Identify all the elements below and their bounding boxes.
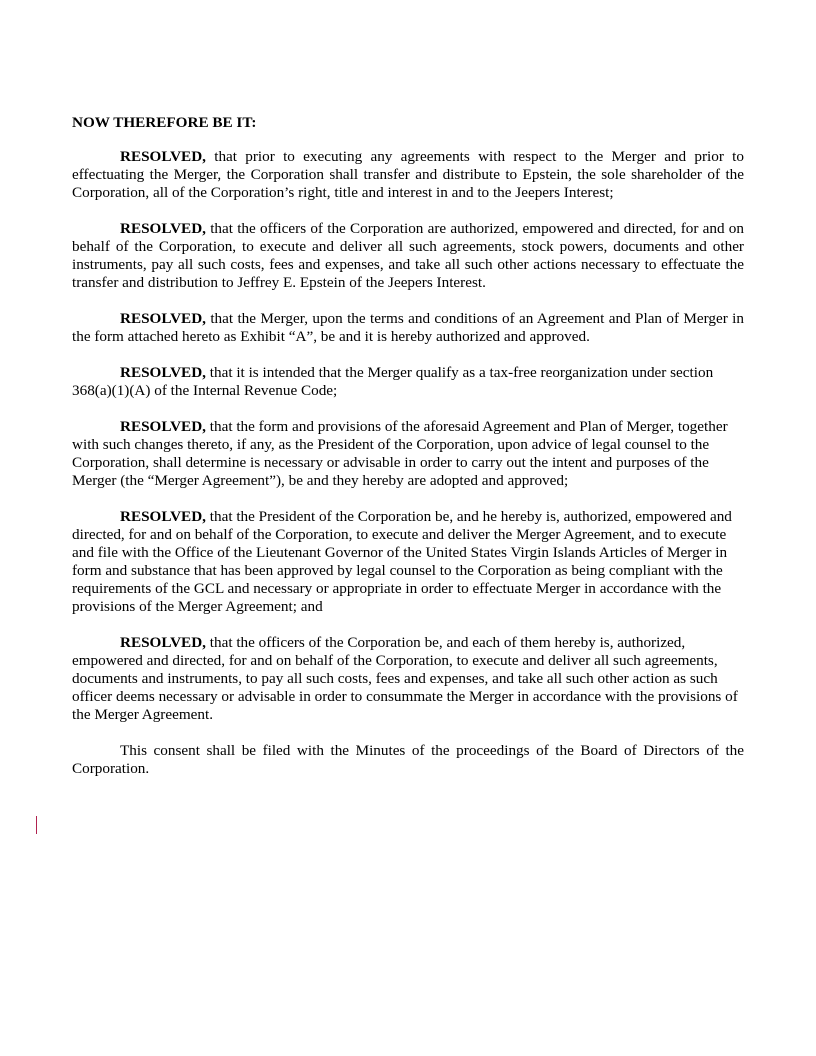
resolved-label: RESOLVED,: [120, 364, 206, 381]
resolution-paragraph-6: [72, 508, 744, 616]
resolved-label: RESOLVED,: [120, 220, 206, 237]
resolution-paragraph-7: [72, 634, 744, 724]
resolution-text: that the Merger, upon the terms and conditions of an Agreement and Plan of Merger in the form attached hereto as Exhibit “A”, be and it is hereby authorized and approved.: [72, 310, 744, 345]
resolution-text: that prior to executing any agreements with respect to the Merger and prior to effectuating the Merger, the Corporation shall transfer and distribute to Epstein, the sole shareholder of the Corporation, all of the Corporation’s right, title and interest in and to the Jeepers Interest;: [72, 148, 744, 201]
resolved-label: RESOLVED,: [120, 508, 206, 525]
consent-filing-paragraph: This consent shall be filed with the Minutes of the proceedings of the Board of Directors of the Corporation.: [72, 742, 744, 777]
resolution-text: that it is intended that the Merger qualify as a tax-free reorganization under section 368(a)(1)(A) of the Internal Revenue Code;: [72, 364, 714, 399]
document-page: [72, 114, 744, 796]
revision-change-bar: [36, 816, 37, 834]
resolved-label: RESOLVED,: [120, 634, 206, 651]
resolution-paragraph-3: [72, 310, 744, 346]
resolution-paragraph-1: [72, 148, 744, 202]
resolution-text: that the form and provisions of the aforesaid Agreement and Plan of Merger, together with such changes thereto, if any, as the President of the Corporation, upon advice of legal counsel to the Corporation, shall determine is necessary or advisable in order to carry out the intent and purposes of the Merger (the “Merger Agreement”), be and they hereby are adopted and approved;: [72, 418, 728, 489]
resolution-text: that the President of the Corporation be, and he hereby is, authorized, empowered and directed, for and on behalf of the Corporation, to execute and deliver the Merger Agreement, and to execute and file with the Office of the Lieutenant Governor of the United States Virgin Islands Articles of Merger in form and substance that has been approved by legal counsel to the Corporation as being compliant with the requirements of the GCL and necessary or appropriate in order to effectuate Merger in accordance with the provisions of the Merger Agreement; and: [72, 508, 732, 615]
resolved-label: RESOLVED,: [120, 418, 206, 435]
resolved-label: RESOLVED,: [120, 148, 206, 165]
resolution-paragraph-5: [72, 418, 744, 490]
resolution-text: that the officers of the Corporation are authorized, empowered and directed, for and on behalf of the Corporation, to execute and deliver all such agreements, stock powers, documents and other instruments, pay all such costs, fees and expenses, and take all such other actions necessary to effectuate the transfer and distribution to Jeffrey E. Epstein of the Jeepers Interest.: [72, 220, 744, 291]
resolution-heading: NOW THEREFORE BE IT:: [72, 114, 257, 131]
resolved-label: RESOLVED,: [120, 310, 206, 327]
resolution-text: that the officers of the Corporation be, and each of them hereby is, authorized, empowered and directed, for and on behalf of the Corporation, to execute and deliver all such agreements, documents and instruments, to pay all such costs, fees and expenses, and take all such other action as such officer deems necessary or advisable in order to consummate the Merger in accordance with the provisions of the Merger Agreement.: [72, 634, 738, 723]
resolution-paragraph-4: [72, 364, 744, 400]
resolution-paragraph-2: [72, 220, 744, 292]
